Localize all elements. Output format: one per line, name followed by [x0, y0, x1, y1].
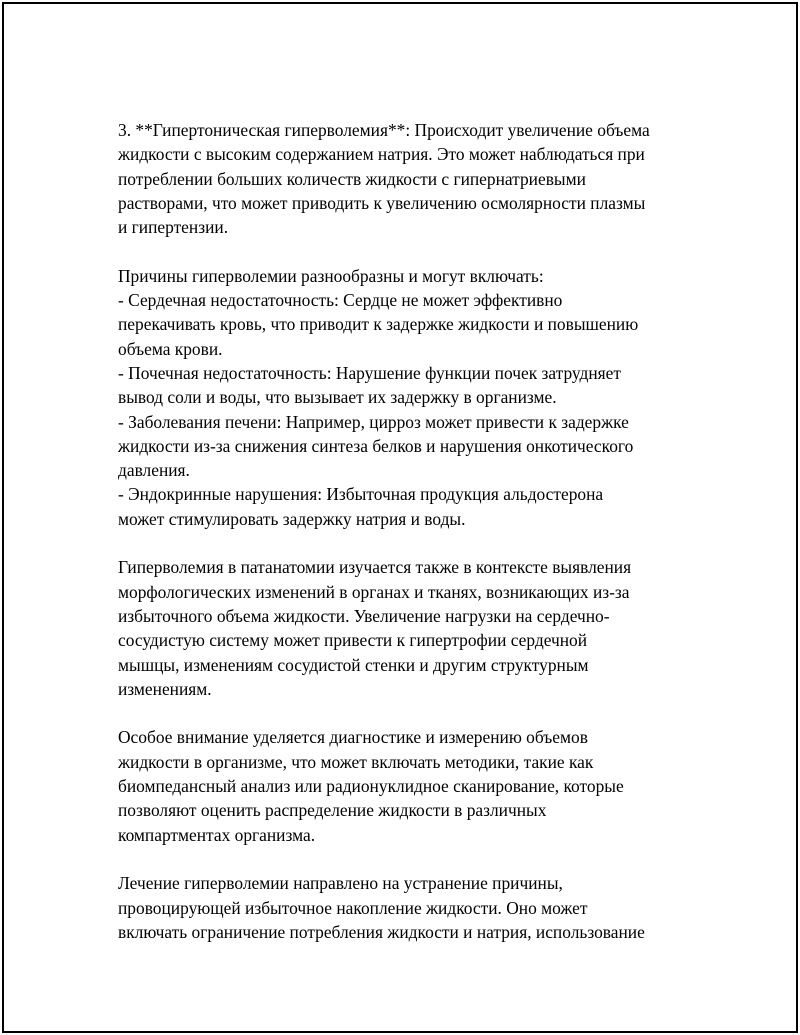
text-line: перекачивать кровь, что приводит к задержке жидкости и повышению — [118, 314, 639, 335]
text-line: жидкости из-за снижения синтеза белков и нарушения онкотического — [118, 435, 634, 456]
list-item-line: - Почечная недостаточность: Нарушение функции почек затрудняет — [118, 362, 621, 383]
paragraph-spacer — [118, 531, 698, 555]
text-line: морфологических изменений в органах и тканях, возникающих из-за — [118, 581, 630, 602]
text-line: давления. — [118, 460, 190, 481]
text-line: Гиперволемия в патанатомии изучается также в контексте выявления — [118, 557, 632, 578]
text-line: мышцы, изменениям сосудистой стенки и другим структурным — [118, 654, 589, 675]
paragraph-spacer — [118, 701, 698, 725]
text-line: включать ограничение потребления жидкости и натрия, использование — [118, 921, 645, 942]
text-line: может стимулировать задержку натрия и воды. — [118, 508, 466, 529]
text-line: избыточного объема жидкости. Увеличение нагрузки на сердечно- — [118, 605, 610, 626]
text-line: позволяют оценить распределение жидкости в различных — [118, 800, 547, 821]
text-line: Причины гиперволемии разнообразны и могут включать: — [118, 265, 544, 286]
text-line: объема крови. — [118, 338, 223, 359]
text-line: сосудистую систему может привести к гипертрофии сердечной — [118, 630, 588, 651]
paragraph-treatment — [118, 871, 698, 944]
text-line: жидкости в организме, что может включать методики, такие как — [118, 751, 594, 772]
paragraph-pathanatomy — [118, 555, 698, 701]
paragraph-causes — [118, 264, 698, 531]
text-line: изменениям. — [118, 678, 212, 699]
text-line: потреблении больших количеств жидкости с гипернатриевыми — [118, 168, 586, 189]
paragraph-hypertonic-hypervolemia — [118, 118, 698, 239]
text-line: растворами, что может приводить к увеличению осмолярности плазмы — [118, 192, 646, 213]
text-line: жидкости с высоким содержанием натрия. Это может наблюдаться при — [118, 144, 645, 165]
text-line: биомпедансный анализ или радионуклидное сканирование, которые — [118, 776, 624, 797]
text-line: провоцирующей избыточное накопление жидкости. Оно может — [118, 897, 588, 918]
text-line: компартментах организма. — [118, 824, 316, 845]
paragraph-spacer — [118, 239, 698, 263]
list-item-line: - Эндокринные нарушения: Избыточная продукция альдостерона — [118, 484, 604, 505]
text-line: и гипертензии. — [118, 217, 229, 238]
list-item-line: - Сердечная недостаточность: Сердце не может эффективно — [118, 290, 563, 311]
text-line: Лечение гиперволемии направлено на устранение причины, — [118, 873, 563, 894]
paragraph-spacer — [118, 847, 698, 871]
text-line: Особое внимание уделяется диагностике и измерению объемов — [118, 727, 588, 748]
document-body — [118, 118, 698, 944]
text-line: 3. **Гипертоническая гиперволемия**: Происходит увеличение объема — [118, 120, 650, 140]
text-line: вывод соли и воды, что вызывает их задержку в организме. — [118, 387, 557, 408]
list-item-line: - Заболевания печени: Например, цирроз может привести к задержке — [118, 411, 629, 432]
paragraph-diagnostics — [118, 725, 698, 846]
